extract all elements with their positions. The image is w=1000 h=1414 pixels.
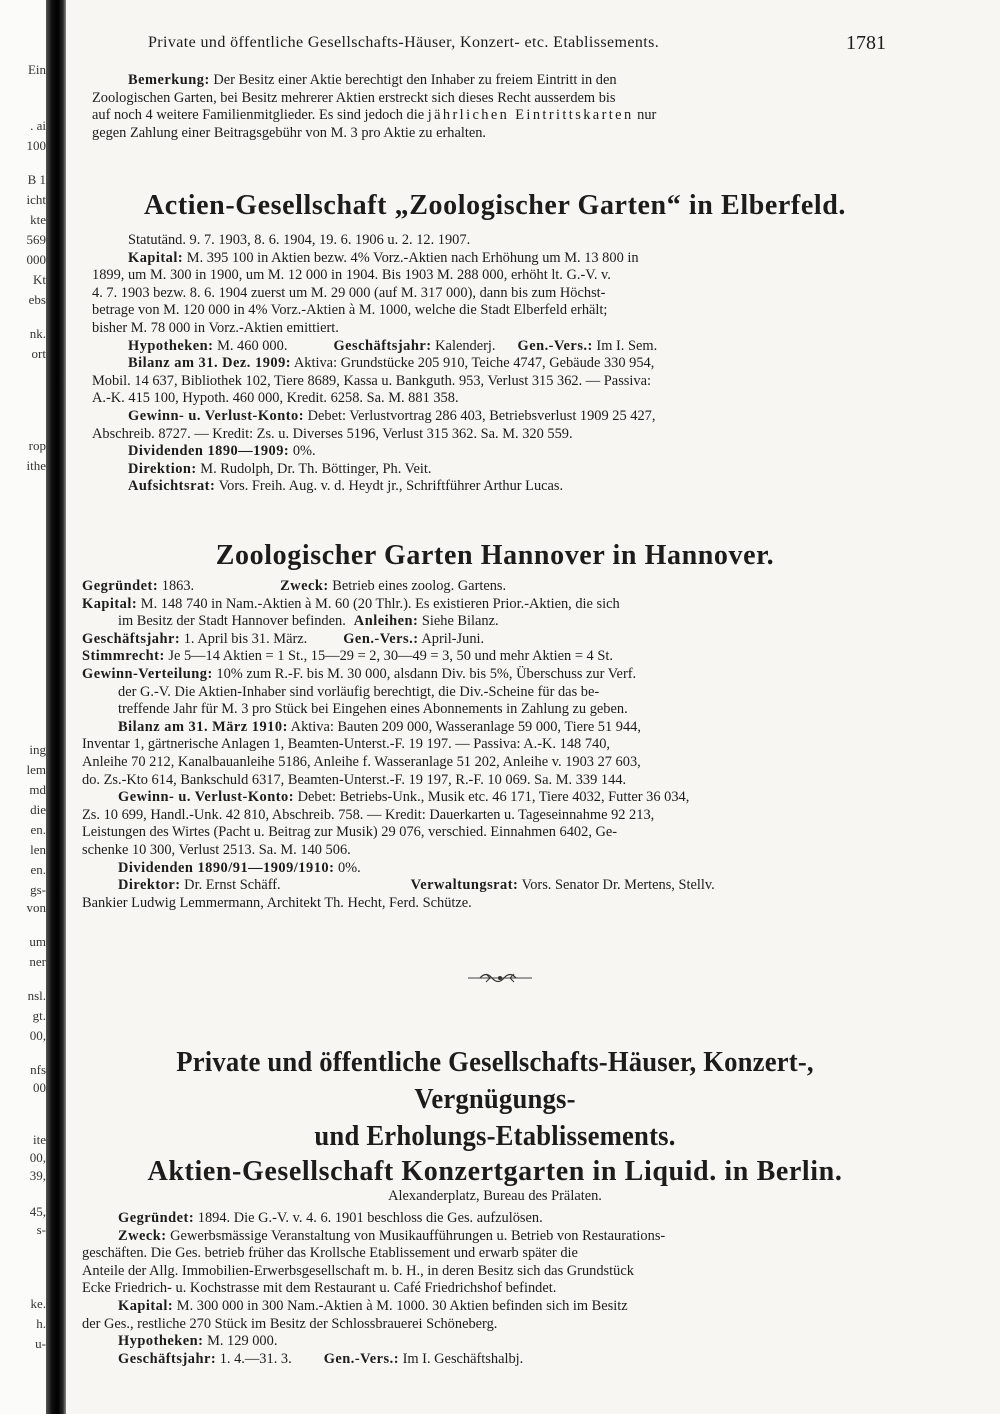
guv-line: Gewinn- u. Verlust-Konto: Debet: Verlustvortrag 286 403, Betriebsverlust 1909 25 427, [128,407,656,424]
adjacent-page-fragment: 000 [26,252,46,267]
adjacent-page-fragment: Ein [27,62,46,77]
gewinn-verteilung-line: treffende Jahr für M. 3 pro Stück bei Eingehen eines Abonnements in Zahlung zu geben. [118,701,628,718]
guv-line: Abschreib. 8727. — Kredit: Zs. u. Diverses 5196, Verlust 315 362. Sa. M. 320 559. [92,425,573,442]
guv-line: schenke 10 300, Verlust 2513. Sa. M. 140 506. [82,841,351,858]
adjacent-page-fragment: ing [29,742,46,757]
stimmrecht-line: Stimmrecht: Je 5—14 Aktien = 1 St., 15—29 = 2, 30—49 = 3, 50 und mehr Aktien = 4 St. [82,648,613,665]
gegruendet-line: Gegründet: 1894. Die G.-V. v. 4. 6. 1901 beschloss die Ges. aufzulösen. [118,1210,543,1226]
geschaeftsjahr-line: Geschäftsjahr: 1. 4.—31. 3. Gen.-Vers.: Im I. Geschäftshalbj. [118,1350,524,1367]
adjacent-page-fragment: en. [30,862,46,877]
kapital-line: Kapital: M. 300 000 in 300 Nam.-Aktien à M. 1000. 30 Aktien befinden sich im Besitz [118,1297,628,1314]
bilanz-line: Mobil. 14 637, Bibliothek 102, Tiere 8689, Kassa u. Bankguth. 953, Verlust 315 362. — Passiva: [92,372,651,389]
adjacent-page-fragment: B 1 [27,172,46,187]
guv-line: Gewinn- u. Verlust-Konto: Debet: Betriebs-Unk., Musik etc. 46 171, Tiere 4032, Futter 36 034, [118,789,690,806]
adjacent-page-fragment: rop [28,438,46,453]
aufsichtsrat-line: Aufsichtsrat: Vors. Freih. Aug. v. d. Heydt jr., Schriftführer Arthur Lucas. [128,478,564,495]
adjacent-page-fragment: 00 [33,1080,46,1095]
adjacent-page-fragment: ner [29,954,46,969]
adjacent-page-fragment: nfs [30,1062,46,1077]
bemerkung-line: auf noch 4 weitere Familienmitglieder. Es sind jedoch die jährlichen Eintrittskarten nur [92,107,657,124]
bilanz-line: do. Zs.-Kto 614, Bankschuld 6317, Beamten-Unterst.-F. 19 197, R.-F. 10 069. Sa. M. 339 144. [82,771,627,788]
section-title [122,1044,867,1155]
direktor-line: Direktor: Dr. Ernst Schäff. Verwaltungsrat: Vors. Senator Dr. Mertens, Stellv. [118,877,715,894]
zweck-line: Anteile der Allg. Immobilien-Erwerbsgesellschaft m. b. H., in deren Besitz sich das Grundstück [82,1262,634,1279]
section-title-line: Private und öffentliche Gesellschafts-Häuser, Konzert-, Vergnügungs- [176,1046,814,1115]
guv-line: Leistungen des Wirtes (Pacht u. Beitrag zur Musik) 29 076, verschied. Einnahmen 6402, Ge- [82,824,618,841]
guv-line: Zs. 10 699, Handl.-Unk. 42 810, Abschreib. 758. — Kredit: Dauerkarten u. Tageseinnahme 92 213, [82,806,655,823]
adjacent-page-fragment: en. [30,822,46,837]
bemerkung-line: gegen Zahlung einer Beitragsgebühr von M. 3 pro Aktie zu erhalten. [92,124,487,141]
gewinn-verteilung-line: Gewinn-Verteilung: 10% zum R.-F. bis M. 30 000, alsdann Div. bis 5%, Überschuss zur Verf. [82,665,637,682]
ornament-divider-icon [420,968,580,988]
bilanz-line: Anleihe 70 212, Kanalbauanleihe 5186, Anleihe f. Wasseranlage 51 202, Anleihe v. 1903 27 603, [82,753,641,770]
book-binding-shadow [46,0,66,1414]
adjacent-page-margin [0,0,46,1414]
zweck-line: Zweck: Gewerbsmässige Veranstaltung von Musikaufführungen u. Betrieb von Restaurations- [118,1227,666,1244]
kapital-line: Kapital: M. 148 740 in Nam.-Aktien à M. 60 (20 Thlr.). Es existieren Prior.-Aktien, die sich [82,595,620,612]
bilanz-line: Inventar 1, gärtnerische Anlagen 1, Beamten-Unterst.-F. 19 197. — Passiva: A.-K. 148 740, [82,736,610,753]
verwaltungsrat-line: Bankier Ludwig Lemmermann, Architekt Th. Hecht, Ferd. Schütze. [82,894,472,911]
elberfeld-title: Actien-Gesellschaft „Zoologischer Garten“ in Elberfeld. [143,190,847,221]
dividenden-line: Dividenden 1890/91—1909/1910: 0%. [118,859,361,876]
adjacent-page-fragment: ithe [26,458,46,473]
adjacent-page-fragment: len [30,842,46,857]
adjacent-page-fragment: gs- [30,882,46,897]
adjacent-page-fragment: ite [33,1132,46,1147]
adjacent-page-fragment: Kt [33,272,46,287]
adjacent-page-fragment: um [29,934,46,949]
zweck-line: Ecke Friedrich- u. Kochstrasse mit dem Restaurant u. Café Friedrichshof befindet. [82,1280,557,1297]
bilanz-line: Bilanz am 31. Dez. 1909: Aktiva: Grundstücke 205 910, Teiche 4747, Gebäude 330 954, [128,355,655,372]
adjacent-page-fragment: 569 [26,232,46,247]
elberfeld-entry [92,232,900,496]
section-title-line: und Erholungs-Etablissements. [314,1120,676,1152]
adjacent-page-fragment: s- [36,1222,46,1237]
kapital-line: der Ges., restliche 270 Stück im Besitz der Schlossbrauerei Schöneberg. [82,1315,498,1332]
adjacent-page-fragment: ke. [30,1296,46,1311]
adjacent-page-fragment: die [30,802,46,817]
adjacent-page-fragment: 45, [29,1204,46,1219]
berlin-entry [82,1210,900,1368]
adjacent-page-fragment: u- [35,1336,46,1351]
hypotheken-line: Hypotheken: M. 460 000. Geschäftsjahr: Kalenderj. Gen.-Vers.: Im I. Sem. [128,337,658,354]
adjacent-page-fragment: 39, [29,1168,46,1183]
adjacent-page-fragment: ebs [28,292,46,307]
geschaeftsjahr-line: Geschäftsjahr: 1. April bis 31. März. Gen.-Vers.: April-Juni. [82,630,485,647]
adjacent-page-fragment: gt. [32,1008,46,1023]
berlin-address: Alexanderplatz, Bureau des Prälaten. [388,1188,602,1204]
adjacent-page-fragment: 00, [29,1028,46,1043]
bilanz-line: A.-K. 415 100, Hypoth. 460 000, Kredit. 6258. Sa. M. 881 358. [92,390,459,407]
running-head: Private und öffentliche Gesellschafts-Häuser, Konzert- etc. Etablissements. [148,34,660,51]
hannover-entry [82,578,900,912]
adjacent-page-fragment: von [26,900,46,915]
page-number: 1781 [846,32,886,54]
kapital-line: im Besitz der Stadt Hannover befinden. Anleihen: Siehe Bilanz. [118,613,499,630]
bemerkung-line: Bemerkung: Der Besitz einer Aktie berechtigt den Inhaber zu freiem Eintritt in den [128,72,617,88]
adjacent-page-fragment: 00, [29,1150,46,1165]
bemerkung-line: Zoologischen Garten, bei Besitz mehrerer Aktien erstreckt sich dieses Recht ausserdem bis [92,89,616,106]
adjacent-page-fragment: nk. [29,326,46,341]
adjacent-page-fragment: 100 [26,138,46,153]
kapital-line: 1899, um M. 300 in 1900, um M. 12 000 in 1904. Bis 1903 M. 288 000, erhöht lt. G.-V. v. [92,267,611,284]
kapital-line: Kapital: M. 395 100 in Aktien bezw. 4% Vorz.-Aktien nach Erhöhung um M. 13 800 in [128,249,639,266]
statut-line: Statutänd. 9. 7. 1903, 8. 6. 1904, 19. 6. 1906 u. 2. 12. 1907. [128,232,471,248]
adjacent-page-fragment: . ai [30,118,46,133]
zweck-line: geschäften. Die Ges. betrieb früher das Krollsche Etablissement und erwarb später die [82,1245,578,1262]
adjacent-page-fragment: h. [36,1316,46,1331]
bemerkung-paragraph [92,72,900,142]
kapital-line: 4. 7. 1903 bezw. 8. 6. 1904 zuerst um M. 29 000 (auf M. 317 000), dann bis zum Höchst- [92,284,606,301]
bilanz-line: Bilanz am 31. März 1910: Aktiva: Bauten 209 000, Wasseranlage 59 000, Tiere 51 944, [118,718,641,735]
berlin-title: Aktien-Gesellschaft Konzertgarten in Liquid. in Berlin. [147,1156,843,1187]
adjacent-page-fragment: ort [31,346,46,361]
adjacent-page-fragment: icht [26,192,46,207]
adjacent-page-fragment: nsl. [27,988,46,1003]
dividenden-line: Dividenden 1890—1909: 0%. [128,443,316,460]
hypotheken-line: Hypotheken: M. 129 000. [118,1333,278,1350]
gegruendet-line: Gegründet: 1863. Zweck: Betrieb eines zoolog. Gartens. [82,578,507,594]
kapital-line: betrage von M. 120 000 in 4% Vorz.-Aktien à M. 1000, welche die Stadt Elberfeld erhält; [92,302,608,319]
gewinn-verteilung-line: der G.-V. Die Aktien-Inhaber sind vorläufig berechtigt, die Div.-Scheine für das be- [118,683,600,700]
hannover-title: Zoologischer Garten Hannover in Hannover. [215,540,775,571]
adjacent-page-fragment: lem [26,762,46,777]
adjacent-page-fragment: md [29,782,46,797]
direktion-line: Direktion: M. Rudolph, Dr. Th. Böttinger, Ph. Veit. [128,460,432,477]
adjacent-page-fragment: kte [30,212,46,227]
kapital-line: bisher M. 78 000 in Vorz.-Aktien emittiert. [92,319,339,336]
bemerkung-label: Bemerkung: [128,72,210,88]
